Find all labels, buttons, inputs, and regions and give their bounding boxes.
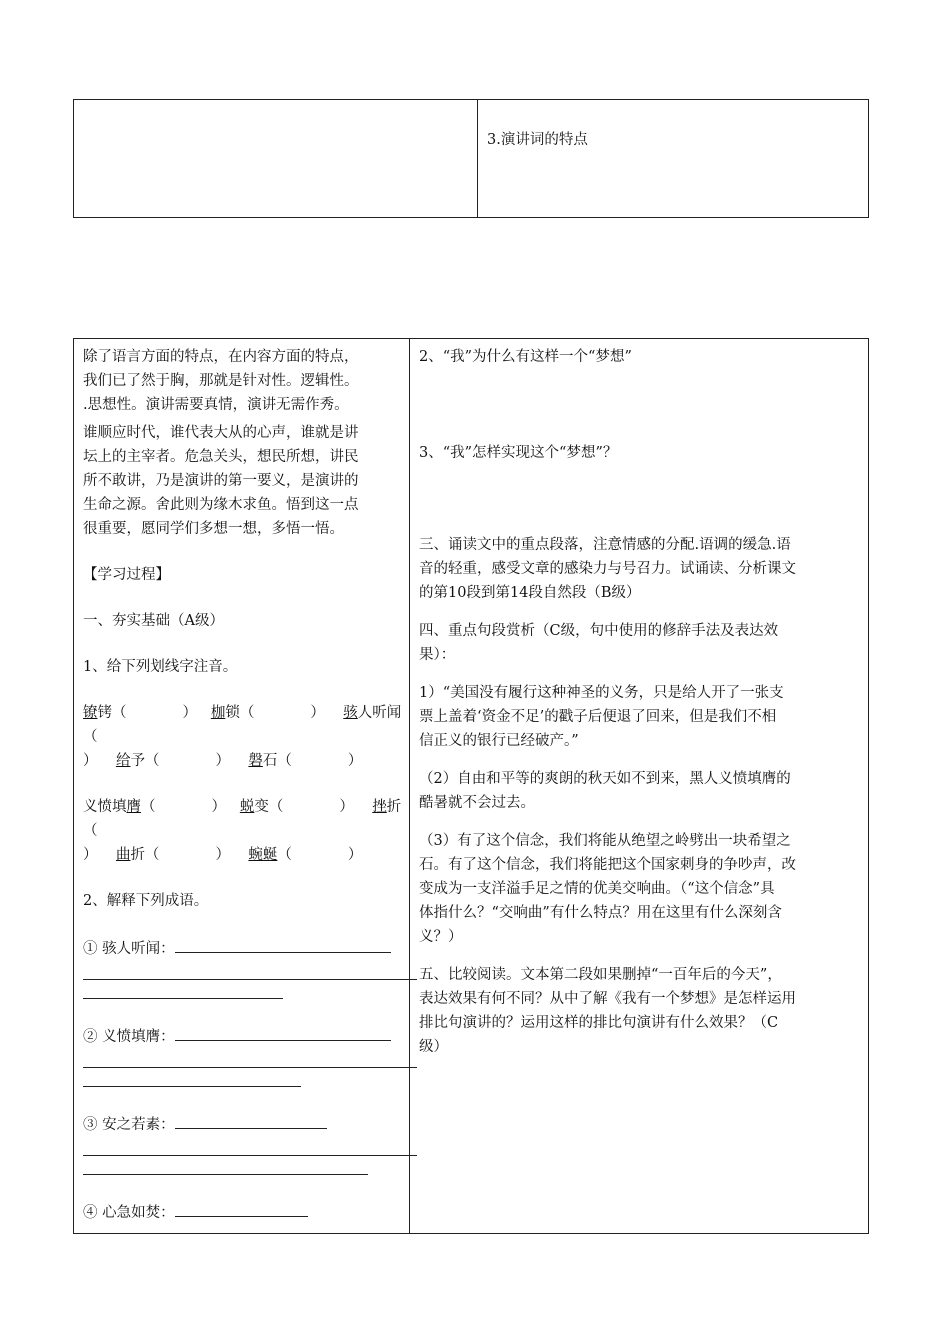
idiom-item: ③ 安之若素： bbox=[83, 1111, 403, 1137]
question-3-dream-realize: 3、“我”怎样实现这个“梦想”？ bbox=[419, 445, 618, 461]
answer-line[interactable] bbox=[83, 1156, 368, 1175]
answer-line[interactable] bbox=[83, 1137, 417, 1156]
pinyin-row: 镣铐（ ） 枷锁（ ） 骇人听闻（ ） 给予（ ） 磐石（ ） bbox=[83, 705, 402, 769]
sentence-1: 1）“美国没有履行这种神圣的义务，只是给人开了一张支 票上盖着‘资金不足’的戳子后便退了回来，但是我们不相 信正义的银行已经破产。” bbox=[419, 685, 784, 749]
speech-features-heading: 3.演讲词的特点 bbox=[487, 132, 588, 148]
intro-paragraph-1: 除了语言方面的特点，在内容方面的特点， 我们已了然于胸，那就是针对性。逻辑性。 .思想性。演讲需要真情，演讲无需作秀。 bbox=[83, 349, 359, 413]
sentence-2: （2）自由和平等的爽朗的秋天如不到来，黑人义愤填膺的 酷暑就不会过去。 bbox=[419, 771, 791, 811]
answer-blank[interactable] bbox=[175, 1023, 391, 1041]
learning-process-heading: 【学习过程】 bbox=[83, 567, 170, 583]
top-table-right-cell bbox=[478, 100, 868, 217]
question-1: 1、给下列划线字注音。 bbox=[83, 659, 238, 675]
right-column bbox=[410, 339, 868, 1233]
section-4-appreciation: 四、重点句段赏析（C级，句中使用的修辞手法及表达效 果）： bbox=[419, 623, 779, 663]
left-column bbox=[74, 339, 409, 1233]
answer-blank[interactable] bbox=[175, 935, 391, 953]
section-1-heading: 一、夯实基础（A级） bbox=[83, 613, 224, 629]
idiom-item: ④ 心急如焚： bbox=[83, 1199, 403, 1225]
answer-blank[interactable] bbox=[175, 1199, 308, 1217]
answer-blank[interactable] bbox=[175, 1111, 327, 1129]
section-5-comparison: 五、比较阅读。文本第二段如果删掉“一百年后的今天”， 表达效果有何不同？从中了解《我有一个梦想》是怎样运用 排比句演讲的？运用这样的排比句演讲有什么效果？（C 级） bbox=[419, 967, 796, 1055]
pinyin-row: 义愤填膺（ ） 蜕变（ ） 挫折（ ） 曲折（ ） 蜿蜒（ ） bbox=[83, 799, 402, 863]
intro-paragraph-2: 谁顺应时代，谁代表大从的心声，谁就是讲 坛上的主宰者。危急关头，想民所想，讲民 所不敢讲，乃是演讲的第一要义，是演讲的 生命之源。舍此则为缘木求鱼。悟到这一点 很重要，愿同学们多想一想，多悟一悟。 bbox=[83, 425, 359, 537]
question-2-dream-reason: 2、“我”为什么有这样一个“梦想” bbox=[419, 349, 632, 365]
idiom-item: ① 骇人听闻： bbox=[83, 935, 403, 961]
answer-line[interactable] bbox=[83, 1068, 301, 1087]
main-table bbox=[73, 338, 869, 1234]
answer-line[interactable] bbox=[83, 980, 283, 999]
top-table bbox=[73, 99, 869, 218]
idiom-item: ② 义愤填膺： bbox=[83, 1023, 403, 1049]
answer-line[interactable] bbox=[83, 1049, 417, 1068]
sentence-3: （3）有了这个信念，我们将能从绝望之岭劈出一块希望之 石。有了这个信念，我们将能把这个国家刺身的争吵声，改 变成为一支洋溢手足之情的优美交响曲。（“这个信念”具 体指什么？“交响曲”有什么特点？用在这里有什么深刻含 义？） bbox=[419, 833, 796, 945]
question-2: 2、解释下列成语。 bbox=[83, 893, 209, 909]
section-3-recitation: 三、诵读文中的重点段落，注意情感的分配.语调的缓急.语 音的轻重，感受文章的感染力与号召力。试诵读、分析课文 的第10段到第14段自然段（B级） bbox=[419, 537, 796, 601]
answer-line[interactable] bbox=[83, 961, 417, 980]
